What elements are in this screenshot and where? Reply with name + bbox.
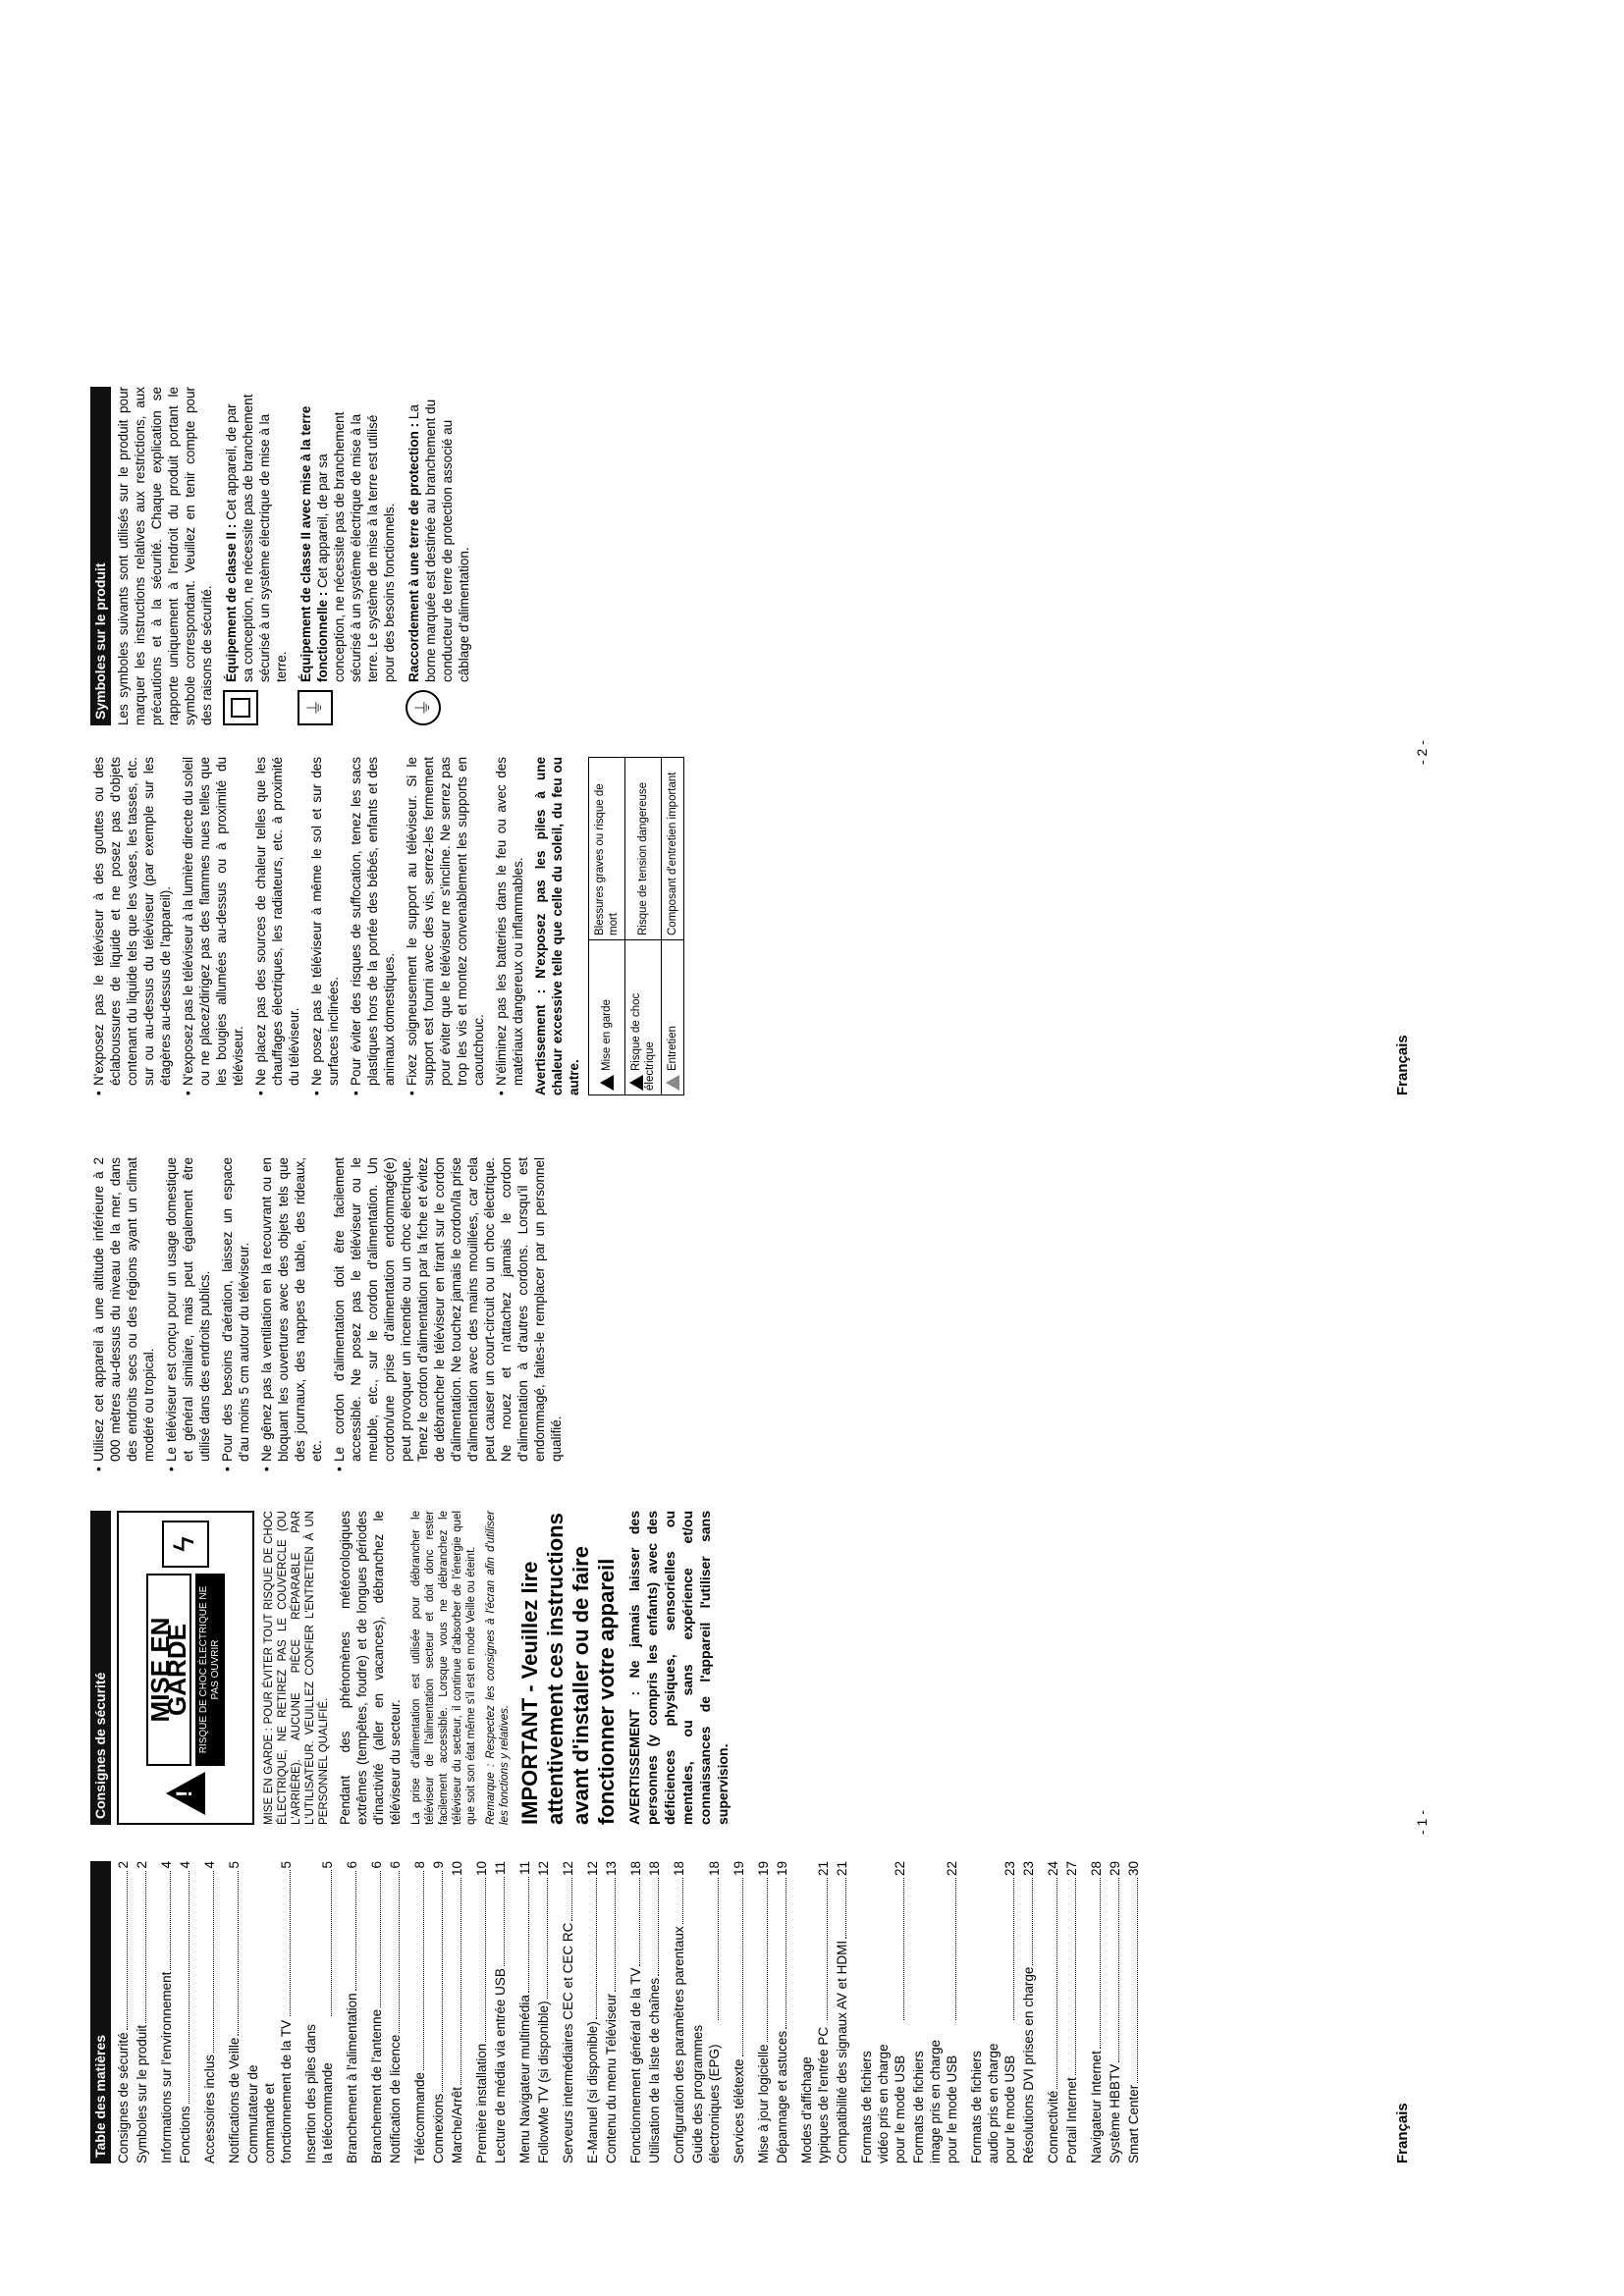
toc-dot-leader [955,1878,956,2019]
toc-entry[interactable] [1063,1861,1080,2163]
toc-column [90,1861,1150,2163]
toc-entry[interactable] [516,1861,533,2163]
toc-entry-title: Formats de fichiers image pris en charge pour le mode USB [911,2039,959,2163]
toc-dot-leader [423,1871,424,2070]
caution-subtext: RISQUE DE CHOC ÉLECTRIQUE NE PAS OUVRIR [195,1574,225,1766]
toc-entry[interactable] [627,1861,644,2163]
toc-entry-page: 10 [450,1861,464,1877]
table-row [625,758,662,1095]
page-number: - 1 - [1414,1810,1430,1835]
table-desc: Composant d'entretien important [662,758,684,940]
toc-dot-leader [213,1871,214,2053]
toc-dot-leader [571,1878,572,1921]
toc-group [115,1861,150,2163]
toc-entry-page: 19 [756,1861,771,1877]
toc-entry[interactable] [177,1861,193,2163]
class-ii-symbol-item [223,387,290,725]
toc-group [798,1861,850,2163]
symbols-intro: Les symboles suivants sont utilisés sur le produit pour marquer les instructions relatives aux restrictions, aux précautions et à la sécurité. Chaque explication se rapporte uniquement à l'endroit du produit portant le symbole correspondant. Veuillez en tenir compte pour des raisons de sécurité. [116,387,214,725]
toc-entry-title: Formats de fichiers vidéo pris en charge pour le mode USB [859,2044,907,2163]
toc-group [201,1861,218,2163]
battery-warning: Avertissement : N'exposez pas les piles à une chaleur excessive telle que celle du soleil, du feu ou autre. [533,757,581,1095]
table-label: Risque de choc électrique [630,992,657,1091]
toc-entry[interactable] [584,1861,601,2163]
toc-entry-page: 6 [345,1861,359,1869]
toc-entry[interactable] [411,1861,428,2163]
toc-dot-leader [1075,1878,1076,2075]
safety-bullet: • Pour éviter des risques de suffocation, tenez les sacs plastiques hors de la portée des bébés, enfants et des animaux domestiques. [348,757,398,1095]
toc-entry-title: Navigateur Internet [1089,2051,1104,2163]
toc-entry[interactable] [244,1861,295,2163]
toc-entry-page: 23 [1002,1861,1017,1877]
toc-entry[interactable] [1088,1861,1105,2163]
toc-entry[interactable] [646,1861,663,2163]
toc-entry[interactable] [302,1861,336,2163]
toc-dot-leader [290,1871,291,2016]
toc-list [115,1861,1142,2163]
toc-group [516,1861,552,2163]
toc-entry-page: 5 [227,1861,242,1869]
toc-entry[interactable] [473,1861,490,2163]
toc-entry-title: Notification de licence [388,2034,403,2163]
toc-entry-title: Configuration des paramètres parentaux [672,1926,686,2163]
toc-group [226,1861,295,2163]
toc-dot-leader [170,1871,171,1970]
toc-dot-leader [504,1877,505,1966]
toc-dot-leader [399,1871,400,2033]
toc-entry[interactable] [201,1861,218,2163]
safety-bullet: • Ne placez pas des sources de chaleur telles que les chauffages électriques, les radiateurs, etc. à proximité du téléviseur. [252,757,302,1095]
symbol-title: Raccordement à une terre de protection : [406,422,421,682]
toc-entry-page: 13 [604,1861,619,1877]
toc-entry[interactable] [115,1861,132,2163]
toc-group [368,1861,404,2163]
toc-entry[interactable] [1045,1861,1061,2163]
functional-earth-icon: ⏚ [298,690,333,725]
toc-entry[interactable] [798,1861,832,2163]
toc-entry-title: Compatibilité des signaux AV et HDMI [835,1940,849,2163]
maintenance-triangle-icon [666,1075,679,1091]
toc-entry-page: 18 [672,1861,686,1877]
toc-entry-page: 2 [135,1861,149,1869]
toc-entry-title: Mise à jour logicielle [756,2044,771,2163]
toc-entry-page: 19 [775,1861,789,1877]
toc-entry-title: Commutateur de commande et fonctionnement de la TV [245,2019,294,2163]
safety-bullet: • Le téléviseur est conçu pour un usage domestique et général similaire, mais peut également être utilisé dans des endroits publics. [163,1157,213,1471]
toc-dot-leader [615,1878,616,1992]
toc-entry-title: Branchement à l'alimentation [345,1993,359,2163]
toc-entry-page: 27 [1064,1861,1079,1877]
toc-entry-title: Modes d'affichage typiques de l'entrée PC [799,2026,831,2163]
toc-dot-leader [639,1878,640,1966]
safety-remark: Remarque : Respectez les consignes à l'écran afin d'utiliser les fonctions y relatives. [485,1511,511,1825]
toc-group [858,1861,960,2163]
toc-entry-title: Utilisation de la liste de chaînes [647,1977,662,2163]
toc-group [1045,1861,1080,2163]
toc-entry[interactable] [1125,1861,1142,2163]
toc-group [344,1861,360,2163]
toc-entry[interactable] [968,1861,1018,2163]
toc-dot-leader [596,1878,597,2019]
toc-entry-page: 4 [202,1861,217,1869]
toc-entry[interactable] [344,1861,360,2163]
warning-symbol-table [588,757,684,1095]
symbol-title: Équipement de classe II : [224,523,239,682]
toc-dot-leader [827,1878,828,2019]
toc-entry-title: Connectivité [1046,2090,1060,2163]
toc-group [584,1861,620,2163]
toc-entry-title: Smart Center [1126,2084,1141,2163]
toc-entry-page: 30 [1126,1861,1141,1877]
symbol-text: Cet appareil, de par sa conception, ne nécessite pas de branchement sécurisé à un système électrique de mise à la terre. Le système de mise à la terre est utilisé pour des besoins fonctionnels. [315,411,397,682]
toc-entry-page: 6 [369,1861,384,1869]
toc-entry-title: Première installation [474,2043,489,2163]
warning-triangle-icon: ! [166,1772,205,1815]
safety-bullet: • N'exposez pas le téléviseur à des gouttes ou des éclaboussures de liquide et ne posez pas d'objets contenant du liquide tels que les vases, les tasses, etc. sur ou au-dessus du téléviseur (par exemple sur les étagères au-dessus de l'appareil). [90,757,174,1095]
toc-entry-title: Fonctions [178,2106,192,2163]
toc-entry[interactable] [560,1861,576,2163]
class-ii-functional-earth-item [298,387,398,725]
toc-entry-title: Télécommande [412,2071,427,2163]
toc-entry[interactable] [387,1861,404,2163]
toc-entry[interactable] [731,1861,747,2163]
toc-entry[interactable] [858,1861,908,2163]
caution-label-block [146,1568,225,1772]
toc-dot-leader [658,1878,659,1976]
toc-entry-page: 11 [493,1861,508,1876]
toc-entry-title: Portail Internet [1064,2077,1079,2163]
toc-entry-page: 21 [835,1861,849,1877]
toc-entry-page: 2 [116,1861,131,1869]
toc-group [755,1861,790,2163]
toc-entry-page: 28 [1089,1861,1104,1877]
toc-entry-title: Services télétexte [731,2058,746,2163]
caution-triangle-icon [600,1075,614,1091]
toc-entry-title: Serveurs intermédiaires CEC et CEC RC [561,1922,575,2163]
toc-entry-page: 12 [585,1861,600,1877]
table-desc: Blessures graves ou risque de mort [589,758,625,940]
toc-dot-leader [1013,1878,1014,2019]
toc-entry-title: E-Manuel (si disponible) [585,2021,600,2163]
safety-continued-column [90,757,692,1095]
toc-dot-leader [718,1878,719,2019]
toc-entry-page: 18 [647,1861,662,1877]
page-number: - 2 - [1414,740,1430,765]
toc-entry[interactable] [134,1861,150,2163]
toc-entry[interactable] [671,1861,687,2163]
toc-dot-leader [682,1878,683,1924]
toc-entry-title: Connexions [431,2093,446,2163]
safety-bullet: • Ne posez pas le téléviseur à même le sol et sur des surfaces inclinées. [308,757,342,1095]
toc-dot-leader [845,1878,846,1939]
toc-entry-title: Dépannage et astuces [775,2030,789,2163]
safety-bullet: • Fixez soigneusement le support au téléviseur. Si le support est fourni avec des vis, serrez-les fermement pour éviter que le téléviseur ne s'incline. Ne serrez pas trop les vis et montez convenablement les supports en caoutchouc. [404,757,487,1095]
toc-entry-page: 4 [178,1861,192,1869]
toc-dot-leader [547,1878,548,1999]
safety-paragraph-weather: Pendant des phénomènes météorologiques extrêmes (tempêtes, foudre) et de longues périodes d'inactivité (aller en vacances), débranchez le téléviseur du secteur. [338,1511,403,1825]
caution-box [117,1511,254,1825]
toc-group [671,1861,723,2163]
toc-dot-leader [785,1878,786,2029]
col3-bullet-list [90,757,526,1095]
toc-entry-title: Système HBBTV [1108,2063,1122,2163]
toc-entry[interactable] [226,1861,243,2163]
toc-dot-leader [1137,1878,1138,2083]
toc-dot-leader [380,1871,381,2007]
toc-group [158,1861,193,2163]
toc-entry-title: Lecture de média via entrée USB [493,1968,508,2163]
toc-group [968,1861,1037,2163]
toc-group [302,1861,336,2163]
caution-note: MISE EN GARDE : POUR ÉVITER TOUT RISQUE DE CHOC ÉLECTRIQUE, NE RETIREZ PAS LE COUVERCLE (OU L'ARRIÈRE). AUCUNE PIÈCE RÉPARABLE PAR L'UTILISATEUR. VEUILLEZ CONFIER L'ENTRETIEN À UN PERSONNEL QUALIFIÉ. [263,1511,330,1825]
toc-dot-leader [528,1877,529,1993]
symbol-text: Cet appareil, de par sa conception, ne nécessite pas de branchement sécurisé à un système électrique de mise à la terre. [224,394,289,682]
safety-column [90,1138,737,1825]
toc-entry-title: FollowMe TV (si disponible) [536,2001,551,2163]
toc-entry-page: 23 [1021,1861,1036,1877]
toc-entry[interactable] [430,1861,447,2163]
toc-entry-page: 12 [536,1861,551,1877]
toc-group [627,1861,663,2163]
toc-entry[interactable] [689,1861,723,2163]
safety-bullet: • Utilisez cet appareil à une altitude inférieure à 2 000 mètres au-dessus du niveau de la mer, dans des endroits secs ou des régions ayant un climat modéré ou tropical. [90,1157,157,1471]
lightning-icon: ϟ [162,1521,209,1568]
toc-dot-leader [742,1878,743,2056]
table-row [589,758,625,1095]
safety-bullet: • N'éliminez pas les batteries dans le feu ou avec des matériaux dangereux ou inflammables. [493,757,526,1095]
safety-bullet-list [90,1157,565,1471]
toc-entry-page: 29 [1108,1861,1122,1877]
safety-paragraph-plug: La prise d'alimentation est utilisée pour débrancher le téléviseur de l'alimentation secteur et doit donc rester facilement accessible. Lorsque vous ne débranchez le téléviseur du secteur, il continue d'absorber de l'énergie quel que soit son état même s'il est en mode Veille ou éteint. [410,1511,477,1825]
toc-title: Table des matières [90,1861,111,2163]
table-label: Mise en garde [601,999,614,1071]
toc-entry-title: Consignes de sécurité [116,2032,131,2163]
toc-group [1088,1861,1142,2163]
toc-dot-leader [238,1871,239,2036]
toc-entry-title: Branchement de l'antenne [369,2008,384,2163]
toc-entry-page: 5 [320,1860,335,1869]
toc-entry-title: Marche/Arrêt [450,2086,464,2163]
toc-entry[interactable] [1020,1861,1037,2163]
shock-triangle-icon [629,1075,643,1091]
toc-dot-leader [1118,1878,1119,2062]
toc-entry-title: Fonctionnement général de la TV [628,1967,643,2163]
symbol-text: La borne marquée est destinée au branchement du conducteur de terre de protection associé au câblage d'alimentation. [406,399,471,682]
toc-entry[interactable] [834,1861,850,2163]
toc-entry-title: Symboles sur le produit [135,2024,149,2163]
protective-earth-item [406,387,472,725]
toc-entry-title: Guide des programmes électroniques (EPG) [690,2024,722,2163]
safety-bullet: • Le cordon d'alimentation doit être facilement accessible. Ne posez pas le téléviseur ou le meuble, etc., sur le cordon d'alimentation. Un cordon/une prise d'alimentation endommagé(e) peut provoquer un incendie ou un choc électrique. Tenez le cordon d'alimentation par la fiche et évitez de débrancher le téléviseur en tirant sur le cordon d'alimentation. Ne touchez jamais le cordon/la prise d'alimentation avec des mains mouillées, car cela peut causer un court-circuit ou un choc électrique. Ne nouez et n'attachez jamais le cordon d'alimentation à d'autres cordons. Lorsqu'il est endommagé, faites-le remplacer par un personnel qualifié. [331,1157,565,1471]
toc-group [731,1861,747,2163]
toc-dot-leader [355,1871,356,1992]
toc-entry-page: 9 [431,1861,446,1869]
caution-heading: MISE EN GARDE [146,1574,191,1766]
toc-dot-leader [127,1871,128,2031]
toc-dot-leader [1100,1878,1101,2049]
toc-entry[interactable] [755,1861,772,2163]
toc-entry-page: 21 [816,1861,831,1877]
toc-entry-title: Menu Navigateur multimédia [517,1995,532,2163]
toc-dot-leader [145,1871,146,2023]
toc-entry-title: Formats de fichiers audio pris en charge pour le mode USB [969,2043,1017,2163]
toc-entry-page: 22 [893,1861,907,1877]
safety-title: Consignes de sécurité [90,1511,111,1825]
toc-entry-title: Résolutions DVI prises en charge [1021,1966,1036,2163]
toc-entry-page: 19 [731,1861,746,1877]
toc-dot-leader [903,1878,904,2019]
toc-entry-page: 5 [279,1860,294,1869]
toc-entry-page: 12 [561,1861,575,1877]
toc-entry[interactable] [774,1861,790,2163]
double-square-icon [223,690,258,725]
toc-entry-page: 24 [1046,1861,1060,1877]
toc-dot-leader [331,1871,332,2016]
toc-entry-page: 6 [388,1861,403,1869]
toc-entry[interactable] [535,1861,552,2163]
safety-bullet: • Pour des besoins d'aération, laissez un espace d'au moins 5 cm autour du téléviseur. [219,1157,252,1471]
toc-dot-leader [1032,1878,1033,1965]
safety-bullet: • Ne gênez pas la ventilation en la recouvrant ou en bloquant les ouvertures avec des objets tels que des journaux, des nappes de table, des rideaux, etc. [258,1157,325,1471]
toc-group [411,1861,465,2163]
protective-earth-icon: ⏚ [406,690,441,725]
toc-entry-page: 22 [945,1861,959,1877]
important-heading: IMPORTANT - Veuillez lire attentivement ces instructions avant d'installer ou de faire fonctionner votre appareil [517,1513,619,1825]
footer-language: Français [1394,2103,1411,2163]
toc-dot-leader [460,1878,461,2085]
toc-entry-title: Informations sur l'environnement [159,1971,174,2163]
warning-paragraph: AVERTISSEMENT : Ne jamais laisser des personnes (y compris les enfants) avec des déficiences physiques, sensorielles ou mentales, ou sans expérience et/ou connaissances de l'appareil l'utiliser sans supervision. [626,1511,731,1825]
toc-entry[interactable] [603,1861,620,2163]
toc-entry[interactable] [1107,1861,1123,2163]
toc-entry[interactable] [449,1861,465,2163]
toc-dot-leader [442,1871,443,2092]
table-row [662,758,684,1095]
toc-entry-page: 4 [159,1861,174,1869]
toc-entry[interactable] [158,1861,175,2163]
toc-entry-page: 8 [412,1861,427,1869]
toc-entry[interactable] [368,1861,385,2163]
table-label: Entretien [667,1025,679,1071]
table-desc: Risque de tension dangereuse [625,758,662,940]
toc-group [473,1861,509,2163]
toc-entry-page: 10 [474,1861,489,1877]
toc-entry[interactable] [492,1861,509,2163]
toc-dot-leader [485,1878,486,2042]
toc-entry-title: Contenu du menu Téléviseur [604,1993,619,2163]
symbols-column [90,387,480,725]
toc-group [560,1861,576,2163]
toc-entry-page: 18 [707,1861,722,1877]
symbol-title: Équipement de classe II avec mise à la terre fonctionnelle : [298,405,330,682]
toc-dot-leader [767,1878,768,2042]
footer-language: Français [1394,1035,1411,1095]
toc-dot-leader [1056,1878,1057,2089]
toc-entry-title: Accessoires inclus [202,2054,217,2163]
toc-entry-title: Insertion des piles dans la télécommande [303,2024,335,2163]
toc-entry[interactable] [910,1861,960,2163]
safety-bullet: • N'exposez pas le téléviseur à la lumière directe du soleil ou ne placez/dirigez pas des flammes nues telles que les bougies allumées au-dessus ou à proximité du téléviseur. [180,757,246,1095]
toc-entry-title: Notifications de Veille [227,2037,242,2163]
toc-entry-page: 11 [517,1861,532,1876]
symbols-title: Symboles sur le produit [90,387,111,725]
toc-entry-page: 18 [628,1861,643,1877]
